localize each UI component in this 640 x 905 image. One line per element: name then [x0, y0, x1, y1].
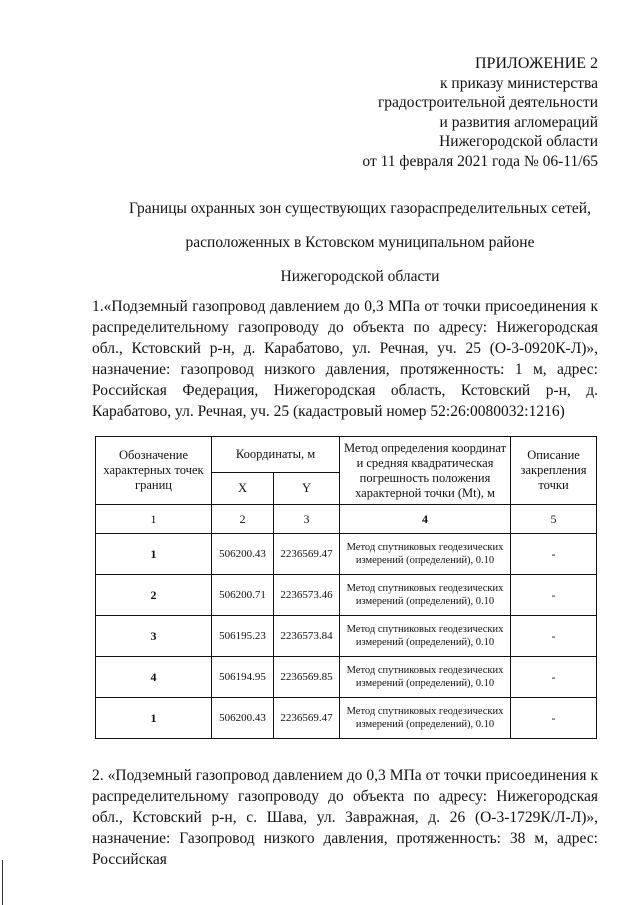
column-number: 5 [511, 505, 597, 534]
coord-x: 506194.95 [212, 657, 274, 698]
object-description-2: 2. «Подземный газопровод давлением до 0,3 МПа от точки присоединения к распределительному газопроводу до объекта по адресу: Нижегородская обл., Кстовский р-н, с. Шава, ул. Завражная, д. 26 (О-3-1729К/Л-Л)», назначение: Газопровод низкого давления, протяженность: 38 м, адрес: Российская [92, 767, 598, 868]
table-row [96, 575, 597, 616]
point-id: 3 [96, 616, 212, 657]
appendix-line: Нижегородской области [439, 133, 598, 150]
description-cell: - [511, 534, 597, 575]
appendix-date-line: от 11 февраля 2021 года № 06-11/65 [362, 152, 598, 170]
column-number: 2 [212, 505, 274, 534]
header-designation: Обозначение характерных точек границ [96, 437, 212, 505]
header-coordinates: Координаты, м [212, 437, 340, 473]
appendix-line: и развития агломераций [439, 113, 598, 131]
coord-y: 2236569.85 [274, 657, 340, 698]
method-cell: Метод спутниковых геодезических измерений (определений), 0.10 [340, 534, 511, 575]
object-description-1: 1.«Подземный газопровод давлением до 0,3 МПа от точки присоединения к распределительному газопроводу до объекта по адресу: Нижегородская обл., Кстовский р-н, д. Карабатово, ул. Речная, уч. 25 (О-3-0920К-Л)», назначение: газопровод низкого давления, протяженность: 1 м, адрес: Российская Федерация, Нижегородская область, Кстовский р-н, д. Карабатово, ул. Речная, уч. 25 (кадастровый номер 52:26:0080032:1216) [92, 298, 598, 420]
table-row [96, 616, 597, 657]
description-cell: - [511, 575, 597, 616]
column-number: 4 [340, 505, 511, 534]
column-number-row [96, 505, 597, 534]
column-number: 3 [274, 505, 340, 534]
appendix-line: градостроительной деятельности [377, 94, 598, 111]
coord-x: 506195.23 [212, 616, 274, 657]
title-line: Нижегородской области [280, 268, 440, 285]
method-cell: Метод спутниковых геодезических измерений (определений), 0.10 [340, 657, 511, 698]
table-header-row [96, 437, 597, 473]
header-x: X [212, 473, 274, 505]
coord-y: 2236573.46 [274, 575, 340, 616]
appendix-header [268, 54, 598, 171]
method-cell: Метод спутниковых геодезических измерений (определений), 0.10 [340, 616, 511, 657]
header-method: Метод определения координат и средняя квадратическая погрешность положения характерной точки (Mt), м [340, 437, 511, 505]
column-number: 1 [96, 505, 212, 534]
point-id: 4 [96, 657, 212, 698]
description-cell: - [511, 616, 597, 657]
header-description: Описание закрепления точки [511, 437, 597, 505]
coord-x: 506200.71 [212, 575, 274, 616]
table-row [96, 657, 597, 698]
description-cell: - [511, 698, 597, 739]
description-cell: - [511, 657, 597, 698]
title-line: расположенных в Кстовском муниципальном районе [185, 234, 535, 251]
coord-x: 506200.43 [212, 534, 274, 575]
point-id: 1 [96, 534, 212, 575]
method-cell: Метод спутниковых геодезических измерений (определений), 0.10 [340, 575, 511, 616]
method-cell: Метод спутниковых геодезических измерений (определений), 0.10 [340, 698, 511, 739]
appendix-line: к приказу министерства [440, 74, 598, 92]
point-id: 2 [96, 575, 212, 616]
table-row [96, 534, 597, 575]
coord-x: 506200.43 [212, 698, 274, 739]
header-y: Y [274, 473, 340, 505]
page-edge-line [2, 860, 3, 905]
point-id: 1 [96, 698, 212, 739]
title-line: Границы охранных зон существующих газораспределительных сетей, [129, 200, 591, 217]
coord-y: 2236569.47 [274, 698, 340, 739]
table-row [96, 698, 597, 739]
coord-y: 2236573.84 [274, 616, 340, 657]
coord-y: 2236569.47 [274, 534, 340, 575]
coordinates-table [95, 436, 597, 739]
appendix-title: ПРИЛОЖЕНИЕ 2 [474, 55, 598, 72]
document-title [60, 198, 640, 300]
